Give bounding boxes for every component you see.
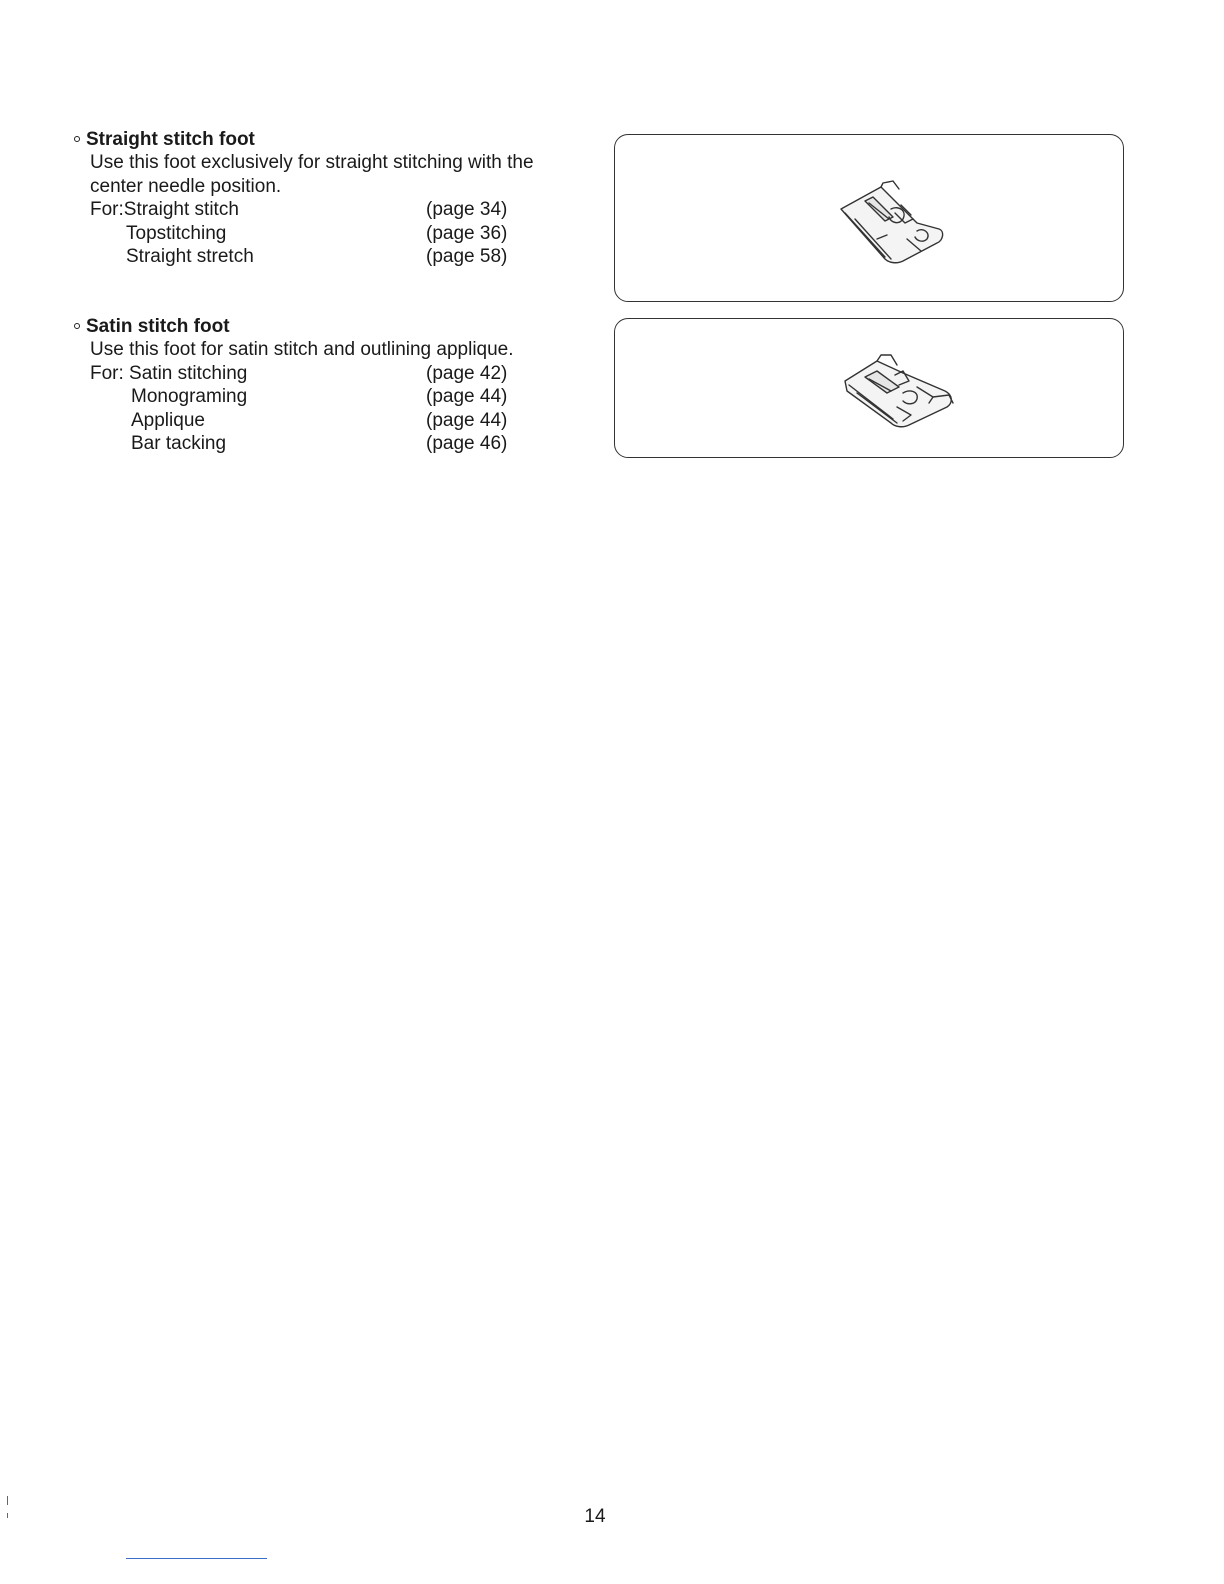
use-row bbox=[74, 222, 574, 246]
use-label: Straight stretch bbox=[126, 246, 254, 267]
section-title-text: Satin stitch foot bbox=[86, 316, 230, 337]
use-page: (page 58) bbox=[426, 246, 508, 267]
straight-stitch-foot-section bbox=[74, 128, 574, 269]
straight-stitch-foot-icon bbox=[833, 179, 953, 269]
use-label: For:Straight stitch bbox=[90, 199, 239, 220]
scan-mark bbox=[7, 1496, 8, 1505]
section-title bbox=[74, 315, 574, 338]
use-label: For: Satin stitching bbox=[90, 362, 248, 384]
satin-stitch-foot-panel bbox=[614, 318, 1124, 458]
use-label: Monograming bbox=[131, 386, 248, 407]
straight-stitch-foot-panel bbox=[614, 134, 1124, 302]
use-label: Bar tacking bbox=[131, 433, 227, 454]
section-title bbox=[74, 128, 574, 151]
use-row bbox=[74, 245, 574, 269]
bullet-icon bbox=[74, 136, 80, 142]
use-row bbox=[74, 198, 574, 222]
use-page: (page 36) bbox=[426, 222, 508, 244]
satin-stitch-foot-section bbox=[74, 315, 574, 456]
section-description: Use this foot for satin stitch and outlining applique. bbox=[90, 339, 514, 360]
use-page: (page 34) bbox=[426, 199, 508, 220]
use-row bbox=[74, 362, 574, 386]
bullet-icon bbox=[74, 323, 80, 329]
use-row bbox=[74, 432, 574, 456]
section-title-text: Straight stitch foot bbox=[86, 129, 255, 150]
use-page: (page 44) bbox=[426, 386, 508, 407]
use-row bbox=[74, 385, 574, 409]
footer-underline bbox=[126, 1558, 267, 1559]
scan-mark bbox=[7, 1513, 8, 1518]
use-page: (page 42) bbox=[426, 362, 508, 384]
use-page: (page 46) bbox=[426, 433, 508, 454]
use-row bbox=[74, 409, 574, 433]
page-number: 14 bbox=[584, 1506, 606, 1527]
satin-stitch-foot-icon bbox=[837, 351, 967, 431]
section-description: Use this foot exclusively for straight stitching with the center needle position. bbox=[90, 152, 534, 197]
use-label: Applique bbox=[131, 409, 205, 431]
use-label: Topstitching bbox=[126, 222, 227, 244]
use-page: (page 44) bbox=[426, 409, 508, 431]
